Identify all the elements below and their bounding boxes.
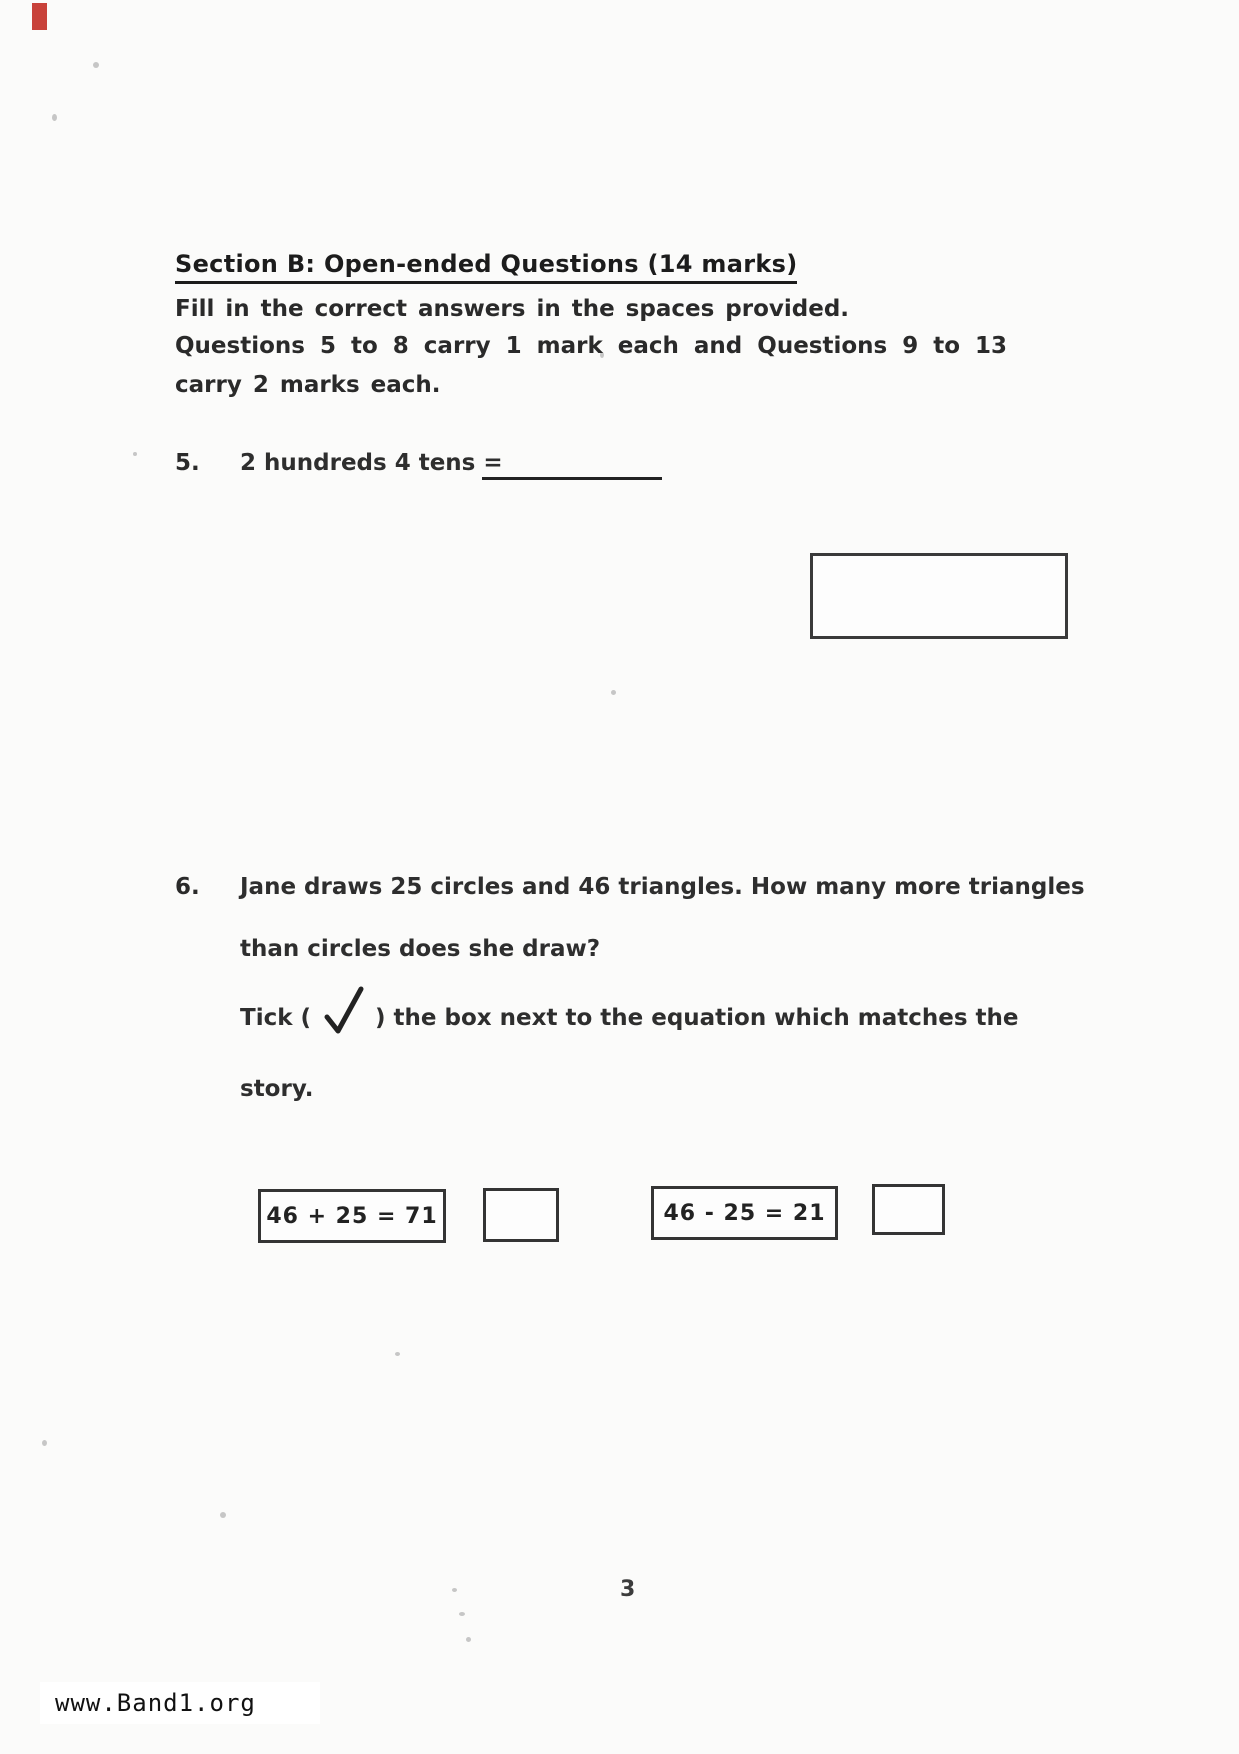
question6-text-line2: than circles does she draw? <box>240 936 601 962</box>
tick-checkbox-2[interactable] <box>872 1184 945 1235</box>
instructions-line-2: Questions 5 to 8 carry 1 mark each and Questions 9 to 13 <box>175 333 1008 359</box>
scan-speck <box>42 1440 47 1446</box>
tick-checkbox-1[interactable] <box>483 1188 559 1242</box>
scan-speck <box>466 1637 471 1642</box>
page-number: 3 <box>620 1577 636 1602</box>
equation-option-2 <box>651 1186 838 1240</box>
question6-text-line1: Jane draws 25 circles and 46 triangles. How many more triangles <box>240 874 1085 900</box>
scan-speck <box>220 1512 226 1518</box>
instructions-line-1: Fill in the correct answers in the spaces provided. <box>175 296 850 322</box>
equation-option-1 <box>258 1189 446 1243</box>
scan-speck <box>459 1612 465 1616</box>
check-icon <box>321 983 365 1039</box>
question5-answer-box[interactable] <box>810 553 1068 639</box>
scan-speck <box>395 1352 400 1356</box>
scan-speck <box>611 690 616 695</box>
equation-option-2-label: 46 - 25 = 21 <box>663 1200 826 1226</box>
scan-speck <box>52 114 57 121</box>
red-scan-mark <box>32 3 47 30</box>
scan-speck <box>452 1588 457 1592</box>
scan-speck <box>93 62 99 68</box>
question6-tick-instruction <box>240 1005 1019 1039</box>
tick-instruction-after: ) the box next to the equation which matches the <box>375 1005 1019 1031</box>
scan-speck <box>133 452 137 456</box>
question5-number: 5. <box>175 450 200 476</box>
question5-answer-blank[interactable] <box>482 477 662 480</box>
equation-option-1-label: 46 + 25 = 71 <box>266 1203 438 1229</box>
tick-instruction-before: Tick ( <box>240 1005 312 1031</box>
question5-text: 2 hundreds 4 tens = <box>240 450 503 476</box>
question6-number: 6. <box>175 874 200 900</box>
instructions-line-3: carry 2 marks each. <box>175 372 441 398</box>
footer-url: www.Band1.org <box>55 1689 256 1717</box>
section-title: Section B: Open-ended Questions (14 marks) <box>175 250 797 284</box>
question6-tick-instruction-cont: story. <box>240 1076 314 1102</box>
